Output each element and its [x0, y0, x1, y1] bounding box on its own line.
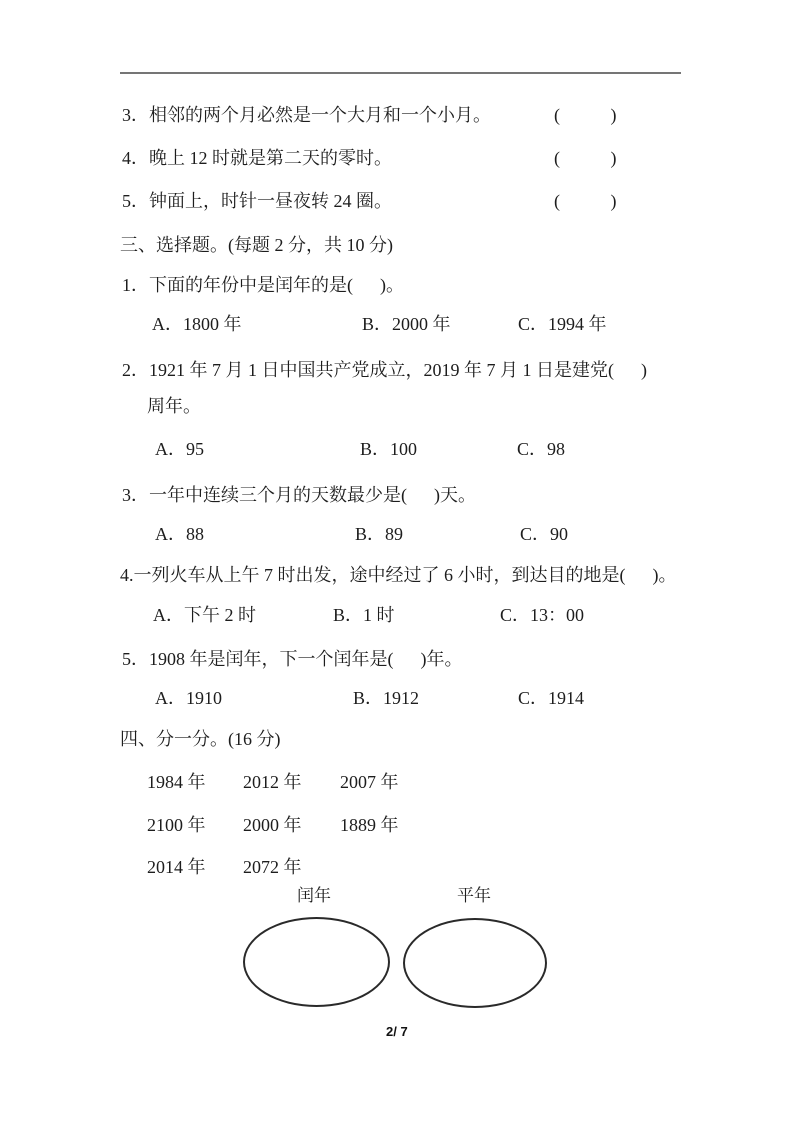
section-title: 三、选择题。(每题 2 分，共 10 分): [120, 235, 393, 255]
option-b: B．2000 年: [362, 314, 451, 334]
year-row-1: [120, 770, 720, 794]
mc-question-4: [120, 563, 720, 587]
option-b: B．1 时: [333, 605, 395, 625]
year-item: 2072 年: [243, 857, 302, 877]
sort-section-header: [120, 727, 720, 751]
common-year-bin-label: 平年: [457, 886, 491, 905]
option-a: A．88: [155, 524, 204, 544]
option-b: B．89: [355, 524, 404, 544]
option-a: A．1800 年: [152, 314, 242, 334]
mc-question-text: 3．一年中连续三个月的天数最少是( )天。: [122, 485, 476, 505]
option-c: C．98: [517, 439, 566, 459]
tf-answer-blank: ( ): [554, 148, 618, 168]
mc-options-4: [120, 603, 720, 627]
tf-question-3: [120, 103, 720, 127]
choice-section-header: [120, 233, 720, 257]
year-item: 1889 年: [340, 815, 399, 835]
tf-question-text: 3．相邻的两个月必然是一个大月和一个小月。: [122, 105, 491, 125]
option-c: C．13：00: [500, 605, 585, 625]
mc-question-text: 4.一列火车从上午 7 时出发，途中经过了 6 小时，到达目的地是( )。: [120, 565, 677, 585]
mc-question-text: 2．1921 年 7 月 1 日中国共产党成立，2019 年 7 月 1 日是建党( ): [122, 360, 647, 380]
year-item: 1984 年: [147, 772, 206, 792]
option-c: C．1914: [518, 688, 585, 708]
leap-year-oval: [243, 917, 390, 1007]
option-c: C．90: [520, 524, 569, 544]
year-item: 2100 年: [147, 815, 206, 835]
option-a: A．95: [155, 439, 204, 459]
mc-question-text: 1．下面的年份中是闰年的是( )。: [122, 275, 404, 295]
year-row-3: [120, 855, 720, 879]
year-item: 2000 年: [243, 815, 302, 835]
page-number: 2/ 7: [386, 1024, 408, 1039]
tf-question-text: 5．钟面上，时针一昼夜转 24 圈。: [122, 191, 392, 211]
mc-question-1: [120, 273, 720, 297]
mc-options-5: [120, 686, 720, 710]
year-item: 2014 年: [147, 857, 206, 877]
year-item: 2007 年: [340, 772, 399, 792]
mc-options-1: [120, 312, 720, 336]
option-a: A．1910: [155, 688, 222, 708]
tf-answer-blank: ( ): [554, 105, 618, 125]
mc-question-text-continued: 周年。: [147, 396, 201, 416]
option-b: B．1912: [353, 688, 420, 708]
mc-options-2: [120, 437, 720, 461]
mc-question-2: [120, 358, 720, 382]
tf-question-text: 4．晚上 12 时就是第二天的零时。: [122, 148, 392, 168]
mc-question-3: [120, 483, 720, 507]
year-row-2: [120, 813, 720, 837]
mc-question-2-continued: [120, 394, 720, 418]
tf-question-5: [120, 189, 720, 213]
mc-options-3: [120, 522, 720, 546]
tf-question-4: [120, 146, 720, 170]
option-a: A．下午 2 时: [153, 605, 256, 625]
mc-question-5: [120, 647, 720, 671]
tf-answer-blank: ( ): [554, 191, 618, 211]
mc-question-text: 5．1908 年是闰年，下一个闰年是( )年。: [122, 649, 463, 669]
common-year-oval: [403, 918, 547, 1008]
section-title: 四、分一分。(16 分): [120, 729, 281, 749]
leap-year-bin-label: 闰年: [297, 886, 331, 905]
year-item: 2012 年: [243, 772, 302, 792]
option-c: C．1994 年: [518, 314, 607, 334]
header-divider: [120, 72, 681, 74]
option-b: B．100: [360, 439, 418, 459]
